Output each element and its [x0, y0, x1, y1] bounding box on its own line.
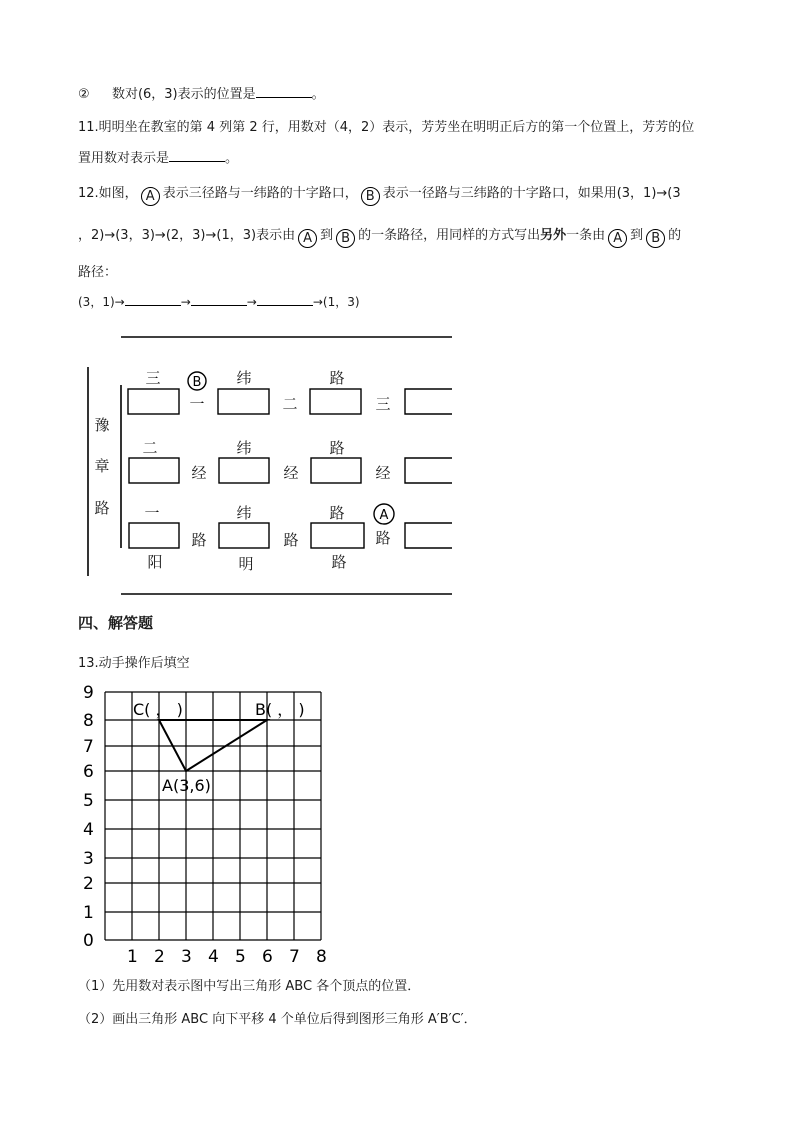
wei-road-3-label: 纬 — [236, 369, 252, 387]
block — [219, 523, 269, 548]
q11-line2: 置用数对表示是 。 — [78, 147, 238, 166]
vertex-label-a: A(3,6) — [162, 776, 211, 795]
q12-line1: 12.如图， A 表示三径路与一纬路的十字路口， B 表示一径路与三纬路的十字路口，如果用(3，1)→(3 — [78, 186, 681, 204]
jing-road-label: 路 — [283, 531, 299, 549]
q10-text: 数对(6，3)表示的位置是 — [111, 87, 256, 102]
block — [311, 458, 361, 483]
block — [219, 458, 269, 483]
circle-a-icon: A — [141, 187, 160, 206]
wei-road-3-label: 三 — [145, 369, 161, 387]
x-tick-label: 1 — [127, 947, 138, 967]
jing-road-label: 经 — [191, 464, 207, 482]
wei-road-1-label: 一 — [144, 504, 160, 522]
vertex-label-b: B( ， ) — [255, 700, 305, 719]
y-tick-label: 9 — [83, 683, 94, 703]
q10-marker: ② — [78, 87, 90, 102]
q11-line1: 11.明明坐在教室的第 4 列第 2 行，用数对（4，2）表示，芳芳坐在明明正后方的第一个位置上，芳芳的位 — [78, 120, 695, 135]
jing-road-label: 经 — [283, 464, 299, 482]
y-tick-label: 7 — [83, 737, 94, 757]
jing-road-label: 二 — [282, 395, 298, 413]
jing-road-label: 路 — [375, 529, 391, 547]
x-tick-label: 6 — [262, 947, 273, 967]
y-tick-label: 0 — [83, 931, 94, 951]
block — [310, 389, 361, 414]
y-tick-label: 2 — [83, 874, 94, 894]
yangming-road-label: 阳 — [147, 553, 163, 571]
yuzhang-label: 路 — [94, 499, 110, 517]
x-tick-label: 5 — [235, 947, 246, 967]
x-tick-label: 8 — [316, 947, 327, 967]
circle-b-icon: B — [646, 229, 665, 248]
y-tick-label: 8 — [83, 711, 94, 731]
y-tick-label: 1 — [83, 903, 94, 923]
coordinate-grid — [0, 670, 400, 970]
wei-road-1-label: 纬 — [236, 504, 252, 522]
x-tick-label: 3 — [181, 947, 192, 967]
vertex-label-c: C( ， ) — [133, 700, 183, 719]
block — [405, 458, 452, 483]
jing-road-label: 一 — [189, 395, 205, 413]
wei-road-3-label: 路 — [329, 369, 345, 387]
x-tick-label: 4 — [208, 947, 219, 967]
wei-road-2-label: 纬 — [236, 439, 252, 457]
q13-title: 13.动手操作后填空 — [78, 656, 190, 671]
circle-a-icon: A — [608, 229, 627, 248]
y-tick-label: 3 — [83, 849, 94, 869]
y-tick-label: 5 — [83, 791, 94, 811]
circle-b-icon: B — [361, 187, 380, 206]
wei-road-2-label: 二 — [142, 439, 158, 457]
q12-line3: 路径： — [78, 265, 118, 280]
jing-road-label: 路 — [191, 531, 207, 549]
marker-a-letter: A — [379, 508, 389, 523]
wei-road-2-label: 路 — [329, 439, 345, 457]
x-tick-label: 7 — [289, 947, 300, 967]
block — [405, 523, 452, 548]
yangming-road-label: 路 — [331, 553, 347, 571]
block — [129, 458, 179, 483]
q12-line4: (3，1)→ → → →(1，3) — [78, 292, 360, 310]
wei-road-1-label: 路 — [329, 504, 345, 522]
circle-a-icon: A — [298, 229, 317, 248]
yangming-road-label: 明 — [238, 555, 254, 573]
y-tick-label: 4 — [83, 820, 94, 840]
circle-b-icon: B — [336, 229, 355, 248]
q13-sub2: （2）画出三角形 ABC 向下平移 4 个单位后得到图形三角形 A′B′C′． — [78, 1012, 477, 1027]
yuzhang-label: 豫 — [94, 416, 110, 434]
jing-road-label: 三 — [375, 395, 391, 413]
y-tick-label: 6 — [83, 762, 94, 782]
jing-road-label: 经 — [375, 464, 391, 482]
section-title: 四、解答题 — [78, 614, 154, 632]
marker-b-letter: B — [192, 375, 202, 390]
q13-sub1: （1）先用数对表示图中写出三角形 ABC 各个顶点的位置． — [78, 979, 421, 994]
block — [405, 389, 452, 414]
block — [129, 523, 179, 548]
block — [128, 389, 179, 414]
x-tick-label: 2 — [154, 947, 165, 967]
q12-line2: ，2)→(3，3)→(2，3)→(1，3)表示由 A 到 B 的一条路径，用同样的方式写出另外一条由 A 到 B 的 — [78, 228, 682, 246]
yuzhang-label: 章 — [94, 457, 110, 475]
block — [311, 523, 364, 548]
q10-line: ② 数对(6，3)表示的位置是 。 — [78, 83, 325, 102]
block — [218, 389, 269, 414]
